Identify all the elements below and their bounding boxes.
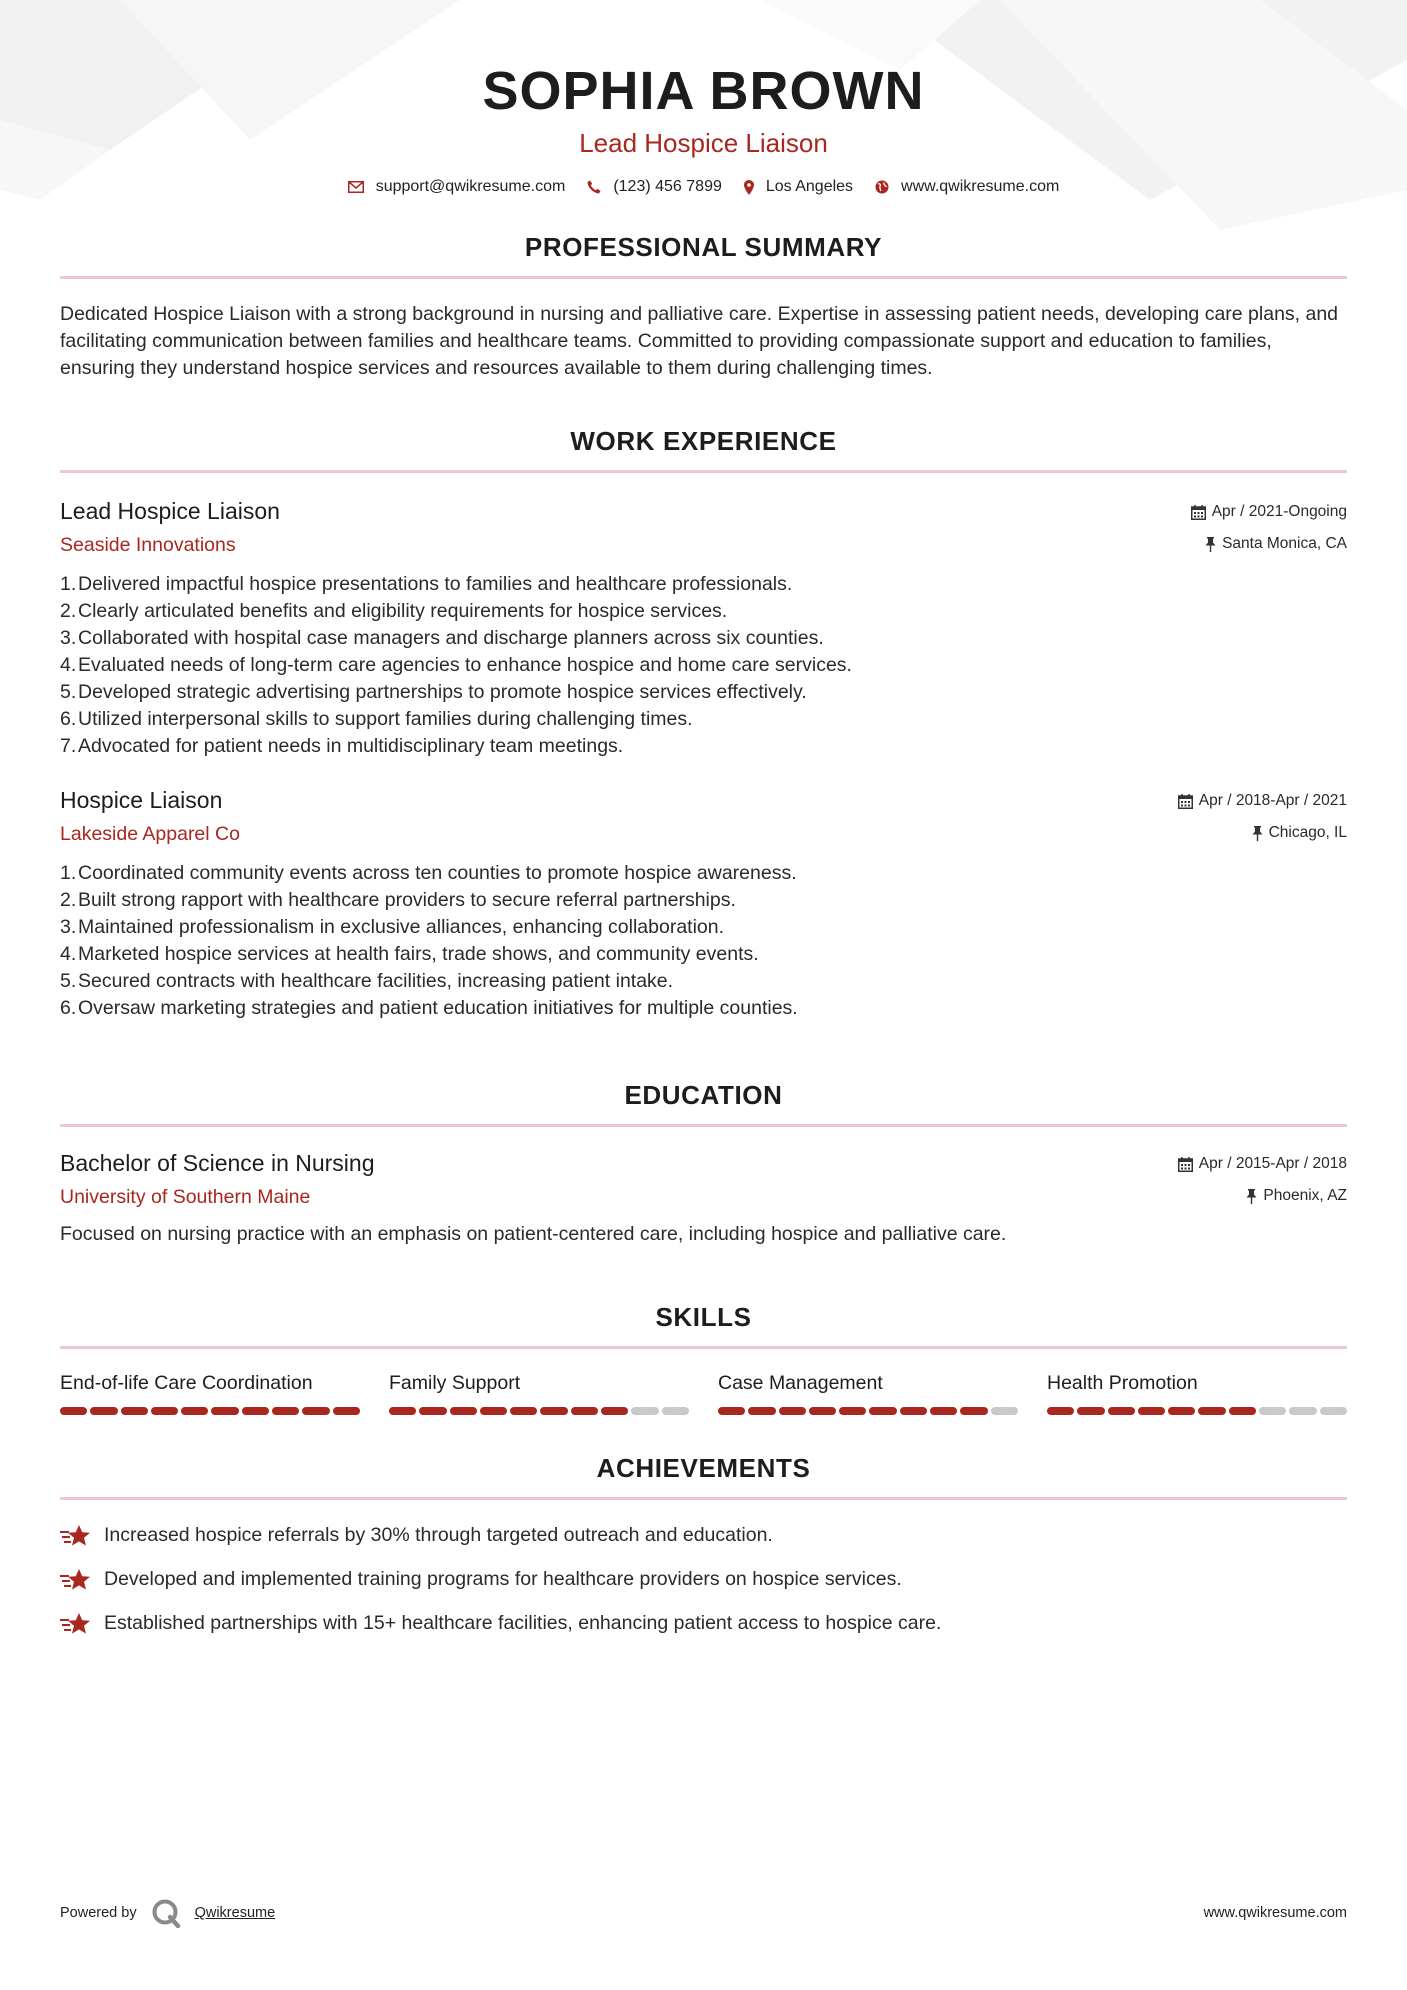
section-divider — [60, 1497, 1347, 1500]
skill-name: Family Support — [389, 1372, 521, 1394]
experience-heading: WORK EXPERIENCE — [570, 426, 837, 456]
skill-name: Case Management — [718, 1372, 883, 1394]
powered-by — [60, 1898, 275, 1928]
achievements-list — [60, 1522, 1347, 1637]
website-text: www.qwikresume.com — [901, 178, 1060, 195]
phone-text: (123) 456 7899 — [613, 178, 722, 195]
skill-segment-filled — [419, 1407, 446, 1415]
map-pin-icon — [744, 180, 754, 195]
skill-segment-filled — [90, 1407, 117, 1415]
job-duties-list — [60, 571, 1347, 760]
skills-grid — [60, 1369, 1347, 1415]
skills-section — [60, 1300, 1347, 1415]
list-item: 6. Utilized interpersonal skills to support families during challenging times. — [60, 708, 693, 730]
achievements-section — [60, 1451, 1347, 1637]
skill-segment-filled — [1108, 1407, 1135, 1415]
skill-segment-filled — [839, 1407, 866, 1415]
skill-segment-filled — [389, 1407, 416, 1415]
list-item: 7. Advocated for patient needs in multidisciplinary team meetings. — [60, 735, 624, 757]
job-duties-list — [60, 860, 1347, 1022]
skill-segment-filled — [869, 1407, 896, 1415]
footer-website[interactable]: www.qwikresume.com — [1203, 1905, 1347, 1921]
achievement-item: Increased hospice referrals by 30% through targeted outreach and education. — [60, 1522, 1347, 1549]
contact-location — [744, 178, 853, 196]
skill-segment-empty — [991, 1407, 1018, 1415]
candidate-role: Lead Hospice Liaison — [579, 128, 828, 158]
degree-title: Bachelor of Science in Nursing — [60, 1150, 375, 1176]
skill-segment-filled — [211, 1407, 238, 1415]
job-location: Chicago, IL — [1268, 824, 1347, 841]
candidate-name: SOPHIA BROWN — [482, 61, 925, 121]
job-company: Lakeside Apparel Co — [60, 823, 240, 845]
skill-name: End-of-life Care Coordination — [60, 1372, 313, 1394]
section-divider — [60, 470, 1347, 473]
star-icon — [60, 1523, 92, 1549]
section-divider — [60, 1124, 1347, 1127]
education-location: Phoenix, AZ — [1263, 1187, 1347, 1204]
job-dates: Apr / 2021-Ongoing — [1211, 503, 1347, 520]
achievement-item: Developed and implemented training programs for healthcare providers on hospice services. — [60, 1566, 1347, 1593]
contact-row — [60, 178, 1347, 196]
skill-segment-filled — [450, 1407, 477, 1415]
education-description: Focused on nursing practice with an emphasis on patient-centered care, including hospice and palliative care. — [60, 1223, 1007, 1245]
education-section — [60, 1078, 1347, 1248]
skill-segment-empty — [1320, 1407, 1347, 1415]
contact-website[interactable] — [875, 178, 1059, 196]
skill-segment-filled — [1198, 1407, 1225, 1415]
summary-section — [60, 230, 1347, 382]
calendar-icon — [1178, 1157, 1193, 1172]
job-dates: Apr / 2018-Apr / 2021 — [1198, 792, 1347, 809]
summary-text: Dedicated Hospice Liaison with a strong background in nursing and palliative care. Expertise in assessing patient needs, developing care plans, and facilitating communication between families and healthcare teams. Committed to providing compassionate support and education to families, ensuring they understand hospice services and resources available to them during challenging times. — [60, 303, 1339, 379]
school-name: University of Southern Maine — [60, 1186, 311, 1208]
star-icon — [60, 1567, 92, 1593]
location-text: Los Angeles — [765, 178, 854, 195]
skill-segment-filled — [748, 1407, 775, 1415]
skills-heading: SKILLS — [655, 1302, 752, 1332]
skill-segment-filled — [480, 1407, 507, 1415]
skill-segment-filled — [1138, 1407, 1165, 1415]
skill-segment-filled — [151, 1407, 178, 1415]
list-item: 3. Maintained professionalism in exclusive alliances, enhancing collaboration. — [60, 916, 725, 938]
job-entry — [60, 784, 1347, 1022]
skill-segment-filled — [540, 1407, 567, 1415]
skill-segment-empty — [662, 1407, 689, 1415]
section-divider — [60, 1346, 1347, 1349]
powered-by-label: Powered by — [60, 1905, 137, 1921]
pushpin-icon — [1252, 826, 1263, 841]
skill-item — [718, 1369, 1018, 1415]
job-title: Hospice Liaison — [60, 787, 223, 813]
skill-level-bar — [389, 1407, 689, 1415]
skill-segment-filled — [333, 1407, 360, 1415]
qwikresume-link[interactable]: Qwikresume — [194, 1905, 276, 1921]
list-item: 4. Evaluated needs of long-term care agencies to enhance hospice and home care services. — [60, 654, 852, 676]
job-company: Seaside Innovations — [60, 534, 236, 556]
skill-segment-filled — [272, 1407, 299, 1415]
skill-segment-filled — [601, 1407, 628, 1415]
skill-segment-filled — [1077, 1407, 1104, 1415]
list-item: 5. Developed strategic advertising partnerships to promote hospice services effectively. — [60, 681, 807, 703]
globe-icon — [875, 180, 889, 194]
job-location: Santa Monica, CA — [1222, 535, 1347, 552]
skill-segment-filled — [1047, 1407, 1074, 1415]
list-item: 2. Clearly articulated benefits and eligibility requirements for hospice services. — [60, 600, 728, 622]
skill-segment-empty — [1289, 1407, 1316, 1415]
skill-segment-filled — [930, 1407, 957, 1415]
email-text: support@qwikresume.com — [375, 178, 566, 195]
list-item: 4. Marketed hospice services at health fairs, trade shows, and community events. — [60, 943, 759, 965]
skill-item — [389, 1369, 689, 1415]
resume-header — [60, 0, 1347, 196]
skill-segment-filled — [302, 1407, 329, 1415]
list-item: 6. Oversaw marketing strategies and patient education initiatives for multiple counties. — [60, 997, 798, 1019]
skill-segment-filled — [121, 1407, 148, 1415]
contact-phone[interactable] — [587, 178, 722, 196]
section-divider — [60, 276, 1347, 279]
education-entry — [60, 1147, 1347, 1248]
skill-name: Health Promotion — [1047, 1372, 1198, 1394]
education-heading: EDUCATION — [624, 1080, 783, 1110]
skill-segment-filled — [1229, 1407, 1256, 1415]
skill-level-bar — [60, 1407, 360, 1415]
skill-segment-empty — [1259, 1407, 1286, 1415]
skill-segment-filled — [1168, 1407, 1195, 1415]
job-title: Lead Hospice Liaison — [60, 498, 280, 524]
skill-level-bar — [1047, 1407, 1347, 1415]
education-dates: Apr / 2015-Apr / 2018 — [1198, 1155, 1347, 1172]
skill-item — [60, 1369, 360, 1415]
skill-segment-filled — [718, 1407, 745, 1415]
envelope-icon — [348, 181, 364, 193]
achievements-heading: ACHIEVEMENTS — [596, 1453, 811, 1483]
skill-segment-filled — [510, 1407, 537, 1415]
pushpin-icon — [1246, 1189, 1257, 1204]
calendar-icon — [1191, 505, 1206, 520]
skill-segment-filled — [960, 1407, 987, 1415]
pushpin-icon — [1205, 537, 1216, 552]
skill-level-bar — [718, 1407, 1018, 1415]
list-item: 5. Secured contracts with healthcare facilities, increasing patient intake. — [60, 970, 674, 992]
calendar-icon — [1178, 794, 1193, 809]
achievement-item: Established partnerships with 15+ healthcare facilities, enhancing patient access to hospice care. — [60, 1610, 1347, 1637]
skill-item — [1047, 1369, 1347, 1415]
skill-segment-filled — [779, 1407, 806, 1415]
page-footer — [60, 1898, 1347, 1928]
list-item: 3. Collaborated with hospital case managers and discharge planners across six counties. — [60, 627, 824, 649]
skill-segment-empty — [631, 1407, 658, 1415]
list-item: 2. Built strong rapport with healthcare providers to secure referral partnerships. — [60, 889, 736, 911]
star-icon — [60, 1611, 92, 1637]
skill-segment-filled — [60, 1407, 87, 1415]
skill-segment-filled — [900, 1407, 927, 1415]
summary-heading: PROFESSIONAL SUMMARY — [524, 232, 883, 262]
job-entry — [60, 495, 1347, 760]
list-item: 1. Delivered impactful hospice presentations to families and healthcare professionals. — [60, 573, 793, 595]
list-item: 1. Coordinated community events across ten counties to promote hospice awareness. — [60, 862, 797, 884]
qwikresume-logo-icon — [151, 1898, 181, 1928]
experience-section — [60, 424, 1347, 1022]
phone-icon — [587, 180, 601, 194]
skill-segment-filled — [809, 1407, 836, 1415]
skill-segment-filled — [242, 1407, 269, 1415]
skill-segment-filled — [181, 1407, 208, 1415]
skill-segment-filled — [571, 1407, 598, 1415]
contact-email[interactable] — [348, 178, 566, 196]
